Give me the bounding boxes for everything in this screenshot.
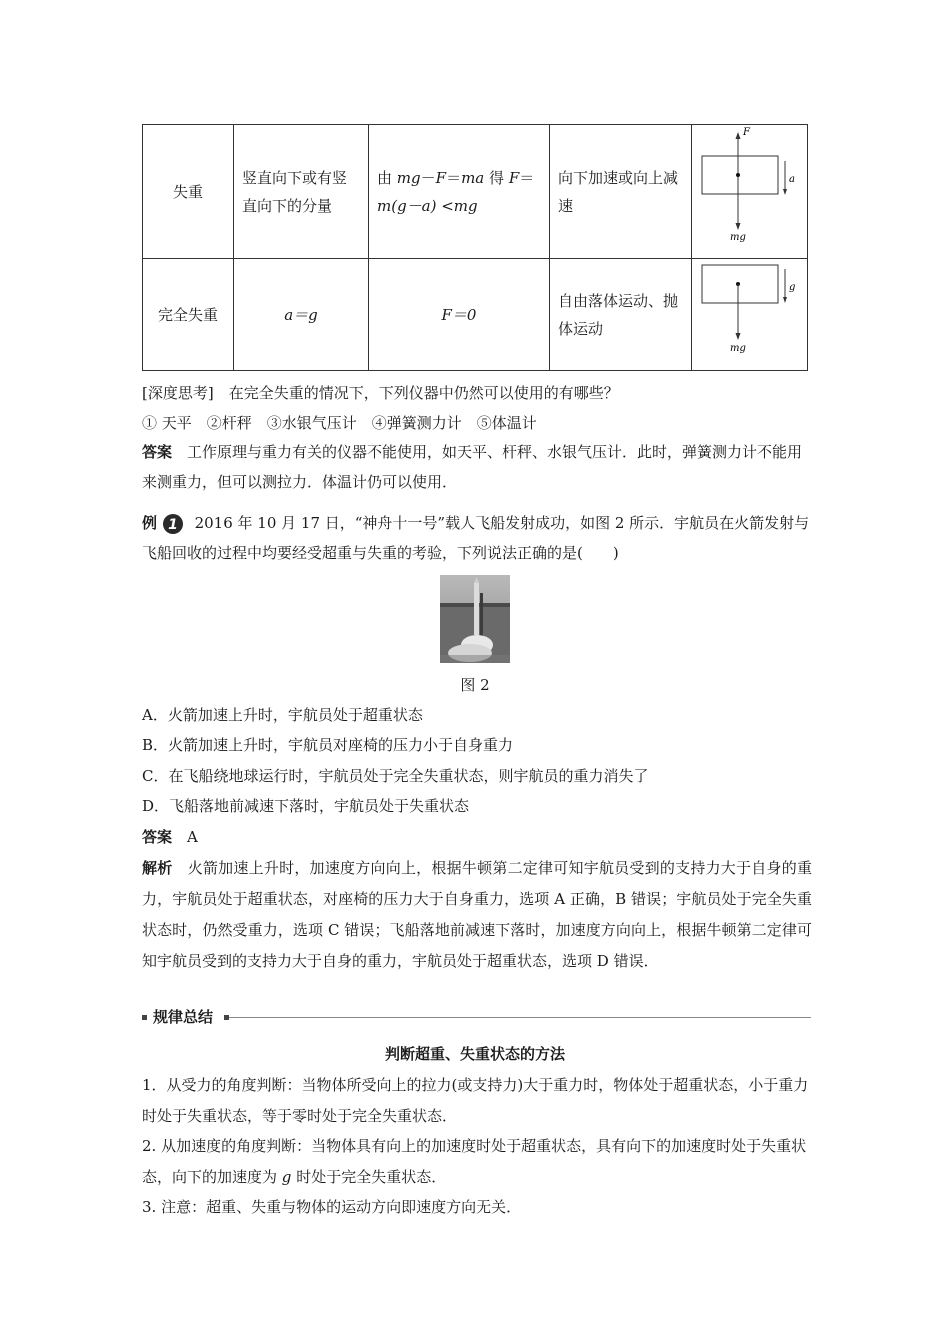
option-c: C．在飞船绕地球运行时，宇航员处于完全失重状态，则宇航员的重力消失了 bbox=[142, 767, 649, 785]
force-formula: 由 mg－F＝ma 得 F＝ m(g－a) <mg bbox=[369, 125, 550, 259]
example-text: 2016 年 10 月 17 日，“神舟十一号”载人飞船发射成功，如图 2 所示．宇航员在火箭发射与飞船回收的过程中均要经受超重与失重的考验，下列说法正确的是( ) bbox=[142, 514, 810, 562]
figure-caption: 图 2 bbox=[460, 676, 490, 694]
example-question bbox=[142, 508, 812, 568]
force-diagram bbox=[692, 259, 808, 371]
state-name: 完全失重 bbox=[143, 259, 234, 371]
arrowhead-icon bbox=[783, 189, 787, 195]
weightlessness-table bbox=[142, 124, 808, 371]
deep-think-answer: 答案 工作原理与重力有关的仪器不能使用，如天平、杆秤、水银气压计．此时，弹簧测力计不能用来测重力，但可以测拉力．体温计仍可以使用． bbox=[142, 443, 803, 491]
deep-think-tag: [深度思考] bbox=[142, 384, 214, 402]
answer-label: 答案 bbox=[142, 443, 173, 461]
arrowhead-icon bbox=[783, 297, 787, 303]
section-marker bbox=[142, 1015, 147, 1020]
label-a: a bbox=[789, 174, 795, 185]
section-divider bbox=[229, 1017, 811, 1018]
example-answer: 答案 A bbox=[142, 828, 198, 846]
arrowhead-icon bbox=[736, 132, 741, 139]
summary-item-3: 3. 注意：超重、失重与物体的运动方向即速度方向无关． bbox=[142, 1198, 522, 1216]
analysis-label: 解析 bbox=[142, 859, 173, 877]
summary-item-1: 1．从受力的角度判断：当物体所受向上的拉力(或支持力)大于重力时，物体处于超重状态，小于重力时处于失重状态，等于零时处于完全失重状态． bbox=[142, 1076, 809, 1125]
option-d: D．飞船落地前减速下落时，宇航员处于失重状态 bbox=[142, 797, 470, 815]
rocket-launch-photo bbox=[440, 575, 510, 663]
summary-title: 判断超重、失重状态的方法 bbox=[384, 1045, 565, 1063]
table-row bbox=[143, 125, 808, 259]
force-diagram-svg bbox=[692, 125, 807, 249]
arrowhead-icon bbox=[736, 333, 741, 340]
motion-description: 向下加速或向上减速 bbox=[550, 125, 692, 259]
state-name: 失重 bbox=[143, 125, 234, 259]
force-formula: F＝0 bbox=[369, 259, 550, 371]
label-mg: mg bbox=[730, 232, 746, 243]
acceleration-direction: 竖直向下或有竖直向下的分量 bbox=[234, 125, 369, 259]
example-number-badge-icon bbox=[162, 513, 184, 535]
deep-think-question: [深度思考] 在完全失重的情况下，下列仪器中仍然可以使用的有哪些？ bbox=[142, 384, 619, 402]
section-label: 规律总结 bbox=[153, 1008, 214, 1026]
option-b: B．火箭加速上升时，宇航员对座椅的压力小于自身重力 bbox=[142, 736, 514, 754]
label-F: F bbox=[743, 127, 750, 138]
center-point bbox=[736, 173, 740, 177]
option-a: A．火箭加速上升时，宇航员处于超重状态 bbox=[142, 706, 423, 724]
motion-description: 自由落体运动、抛体运动 bbox=[550, 259, 692, 371]
acceleration-direction: a＝g bbox=[234, 259, 369, 371]
answer-label: 答案 bbox=[142, 828, 173, 846]
example-analysis: 解析 火箭加速上升时，加速度方向向上，根据牛顿第二定律可知宇航员受到的支持力大于自身的重力，宇航员处于超重状态，对座椅的压力大于自身重力，选项 A 正确，B 错误；宇航员处于完全失重状态时，仍然受重力，选项 C 错误；飞船落地前减速下落时，加速度方向向上，根据牛顿第二定律可知宇航员受到的支持力大于自身的重力，宇航员处于超重状态，选项 D 错误． bbox=[142, 859, 812, 970]
force-diagram bbox=[692, 125, 808, 259]
example-label: 例 bbox=[142, 514, 158, 532]
deep-think-options: ① 天平 ②杆秤 ③水银气压计 ④弹簧测力计 ⑤体温计 bbox=[142, 414, 537, 432]
arrowhead-icon bbox=[736, 223, 741, 230]
table-row bbox=[143, 259, 808, 371]
svg-text:1: 1 bbox=[167, 517, 178, 533]
label-mg: mg bbox=[730, 343, 746, 354]
force-diagram-svg bbox=[692, 259, 807, 361]
summary-item-2: 2. 从加速度的角度判断：当物体具有向上的加速度时处于超重状态，具有向下的加速度时处于失重状态，向下的加速度为 g 时处于完全失重状态． bbox=[142, 1137, 807, 1186]
label-g: g bbox=[789, 282, 796, 293]
